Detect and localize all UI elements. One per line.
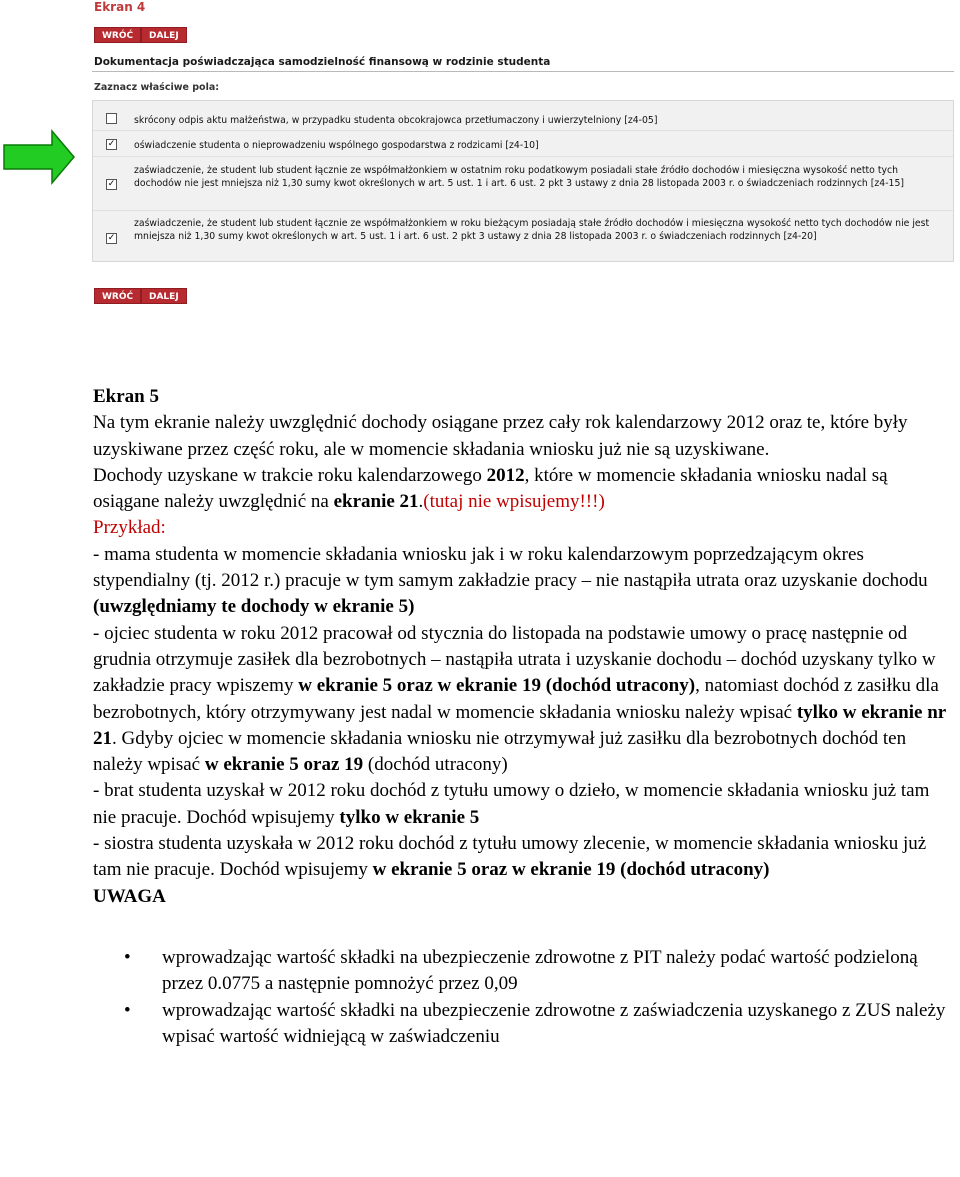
option-checkbox[interactable]	[106, 113, 117, 124]
bullet-icon: •	[124, 946, 131, 968]
example-brother: - brat studenta uzyskał w 2012 roku dochód z tytułu umowy o dzieło, w momencie składania wniosku już tam nie pracuje. Dochód wpisujemy tylko w ekranie 5	[93, 780, 930, 828]
intro-paragraph: Na tym ekranie należy uwzględnić dochody osiągane przez cały rok kalendarzowy 2012 oraz te, które były uzyskiwane przez część roku, ale w momencie składania wniosku już nie są uzyskiwane.	[93, 412, 908, 460]
form-title: Dokumentacja poświadczająca samodzielność finansową w rodzinie studenta	[94, 56, 551, 68]
option-label: oświadczenie studenta o nieprowadzeniu wspólnego gospodarstwa z rodzicami [z4-10]	[134, 140, 539, 151]
back-button-bottom[interactable]: WRÓĆ	[94, 288, 141, 304]
option-checkbox[interactable]: ✓	[107, 139, 116, 149]
warning-note: (tutaj nie wpisujemy!!!)	[423, 491, 605, 513]
option-checkbox[interactable]: ✓	[107, 233, 116, 243]
option-checkbox[interactable]: ✓	[107, 179, 116, 189]
form-title-divider	[92, 71, 954, 72]
next-button-bottom[interactable]: DALEJ	[141, 288, 187, 304]
option-row	[93, 131, 953, 157]
list-item: • wprowadzając wartość składki na ubezpieczenie zdrowotne z zaświadczenia uzyskanego z ZUS należy wpisać wartość widniejącą w zaświadczeniu	[124, 999, 946, 1047]
option-row	[93, 211, 953, 261]
option-row	[93, 157, 953, 211]
document-body	[93, 384, 957, 1050]
notes-list	[93, 945, 957, 1050]
warning-heading: UWAGA	[93, 885, 166, 907]
screen4-screenshot	[0, 0, 960, 320]
next-button-top[interactable]: DALEJ	[141, 27, 187, 43]
options-panel	[92, 100, 954, 262]
example-sister: - siostra studenta uzyskała w 2012 roku dochód z tytułu umowy zlecenie, w momencie składania wniosku już tam nie pracuje. Dochód wpisujemy w ekranie 5 oraz w ekranie 19 (dochód utracony)	[93, 833, 927, 881]
list-item: • wprowadzając wartość składki na ubezpieczenie zdrowotne z PIT należy podać wartość podzieloną przez 0.0775 a następnie pomnożyć przez 0,09	[124, 946, 918, 995]
form-hint: Zaznacz właściwe pola:	[94, 82, 220, 93]
option-label: skrócony odpis aktu małżeństwa, w przypadku studenta obcokrajowca przetłumaczony i uwierzytelniony [z4-05]	[134, 115, 658, 126]
screen-title: Ekran 4	[94, 0, 146, 14]
section-heading: Ekran 5	[93, 386, 159, 407]
example-label: Przykład:	[93, 517, 166, 539]
option-label: zaświadczenie, że student lub student łącznie ze współmałżonkiem w roku bieżącym posiadają stałe źródło dochodów i miesięczna wysokość netto tych dochodów nie jest mniejsza niż 1,30 sumy kwot określonych w art. 5 ust. 1 i art. 6 ust. 2 pkt 3 ustawy z dnia 28 listopada 2003 r. o świadczeniach rodzinnych [z4-20]	[134, 218, 930, 242]
option-label: zaświadczenie, że student lub student łącznie ze współmałżonkiem w ostatnim roku podatkowym posiadali stałe źródło dochodów i miesięczna wysokość netto tych dochodów nie jest mniejsza niż 1,30 sumy kwot określonych w art. 5 ust. 1 i art. 6 ust. 2 pkt 3 ustawy z dnia 28 listopada 2003 r. o świadczeniach rodzinnych [z4-15]	[134, 165, 905, 189]
current-income-paragraph: Dochody uzyskane w trakcie roku kalendarzowego 2012, które w momencie składania wniosku nadal są osiągane należy uwzględnić na ekranie 21.(tutaj nie wpisujemy!!!)	[93, 464, 888, 513]
green-arrow-icon	[0, 128, 78, 186]
bullet-icon: •	[124, 999, 131, 1021]
back-button-top[interactable]: WRÓĆ	[94, 27, 141, 43]
option-row	[93, 105, 953, 131]
example-father: - ojciec studenta w roku 2012 pracował od stycznia do listopada na podstawie umowy o pracę następnie od grudnia otrzymuje zasiłek dla bezrobotnych – nastąpiła utrata i uzyskanie dochodu – dochód uzyskany tylko w zakładzie pracy wpiszemy w ekranie 5 oraz w ekranie 19 (dochód utracony), natomiast dochód z zasiłku dla bezrobotnych, który otrzymywany jest nadal w momencie składania wniosku należy wpisać tylko w ekranie nr 21. Gdyby ojciec w momencie składania wniosku nie otrzymywał już zasiłku dla bezrobotnych dochód ten należy wpisać w ekranie 5 oraz 19 (dochód utracony)	[93, 622, 946, 776]
example-mother: - mama studenta w momencie składania wniosku jak i w roku kalendarzowym poprzedzającym okres stypendialny (tj. 2012 r.) pracuje w tym samym zakładzie pracy – nie nastąpiła utrata oraz uzyskanie dochodu (uwzględniamy te dochody w ekranie 5)	[93, 543, 928, 618]
